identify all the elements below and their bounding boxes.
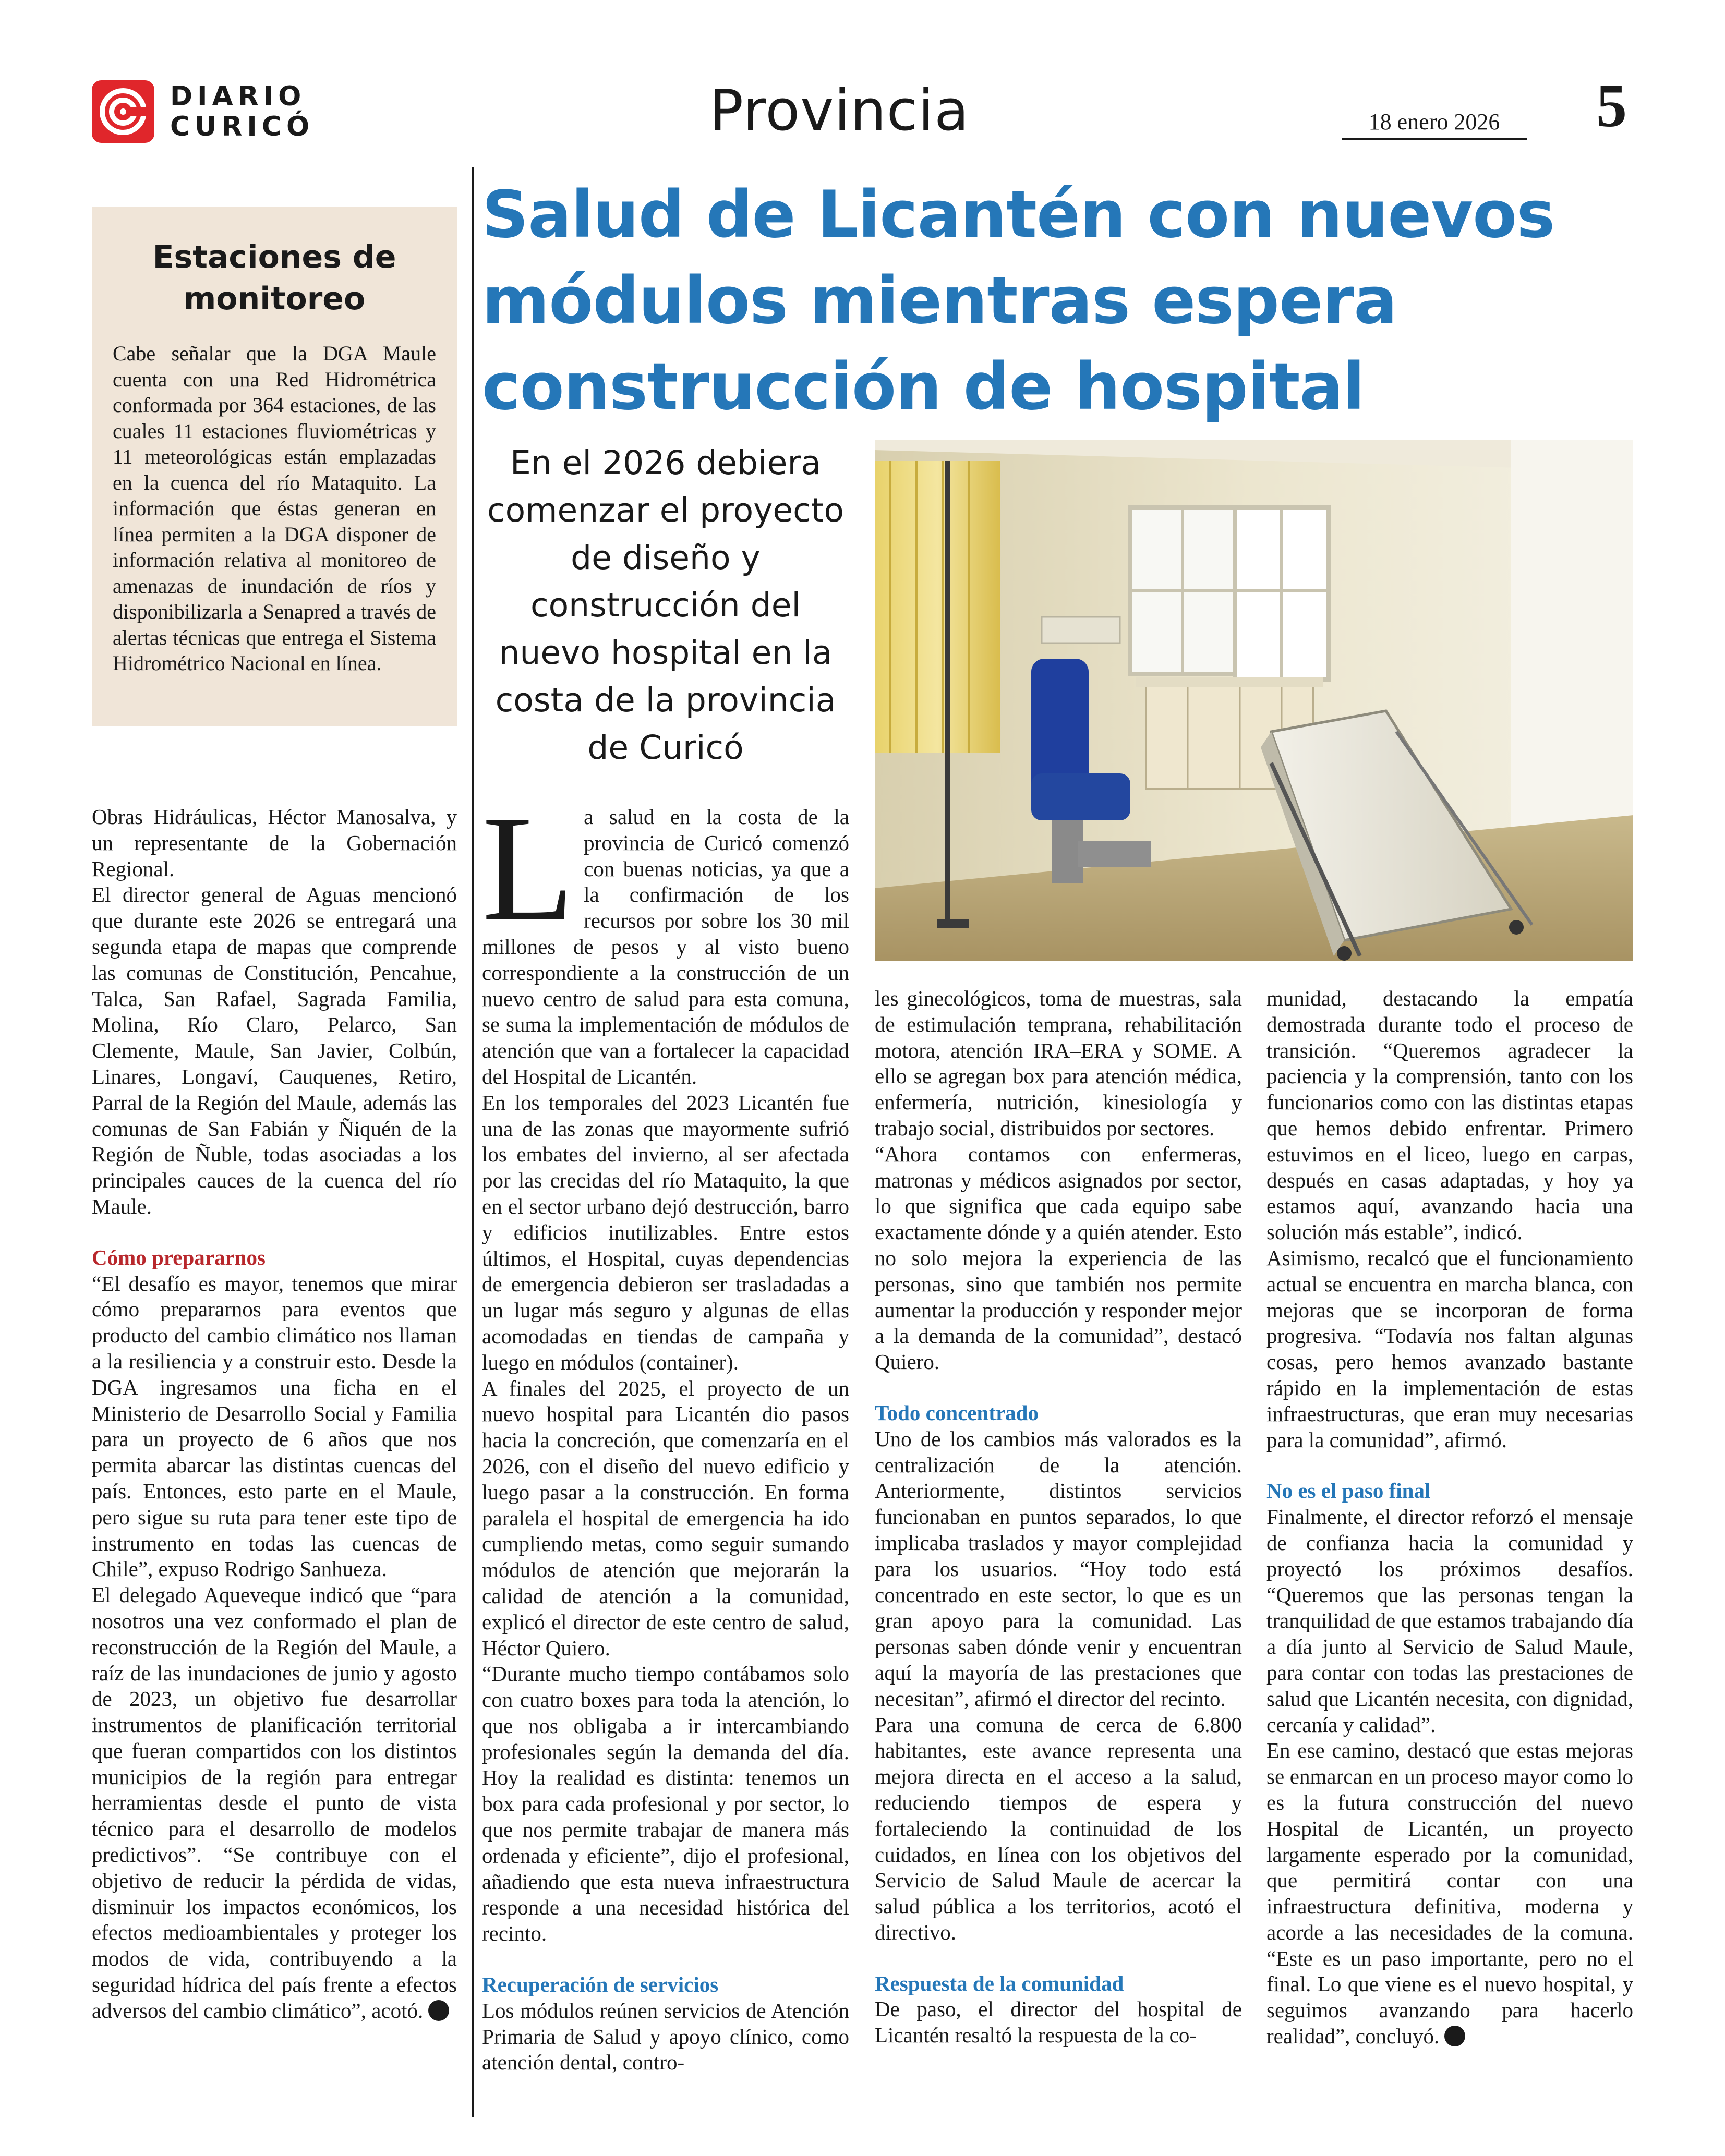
page-number: 5 [1596,71,1627,140]
paragraph: El director general de Aguas mencionó que durante este 2026 se entregará una segunda etapa de mapas que comprende las comunas de Constitución, Pencahue, Talca, San Rafael, Sagrada Familia, Molina, Río Claro, Pelarco, San Clemente, Maule, San Javier, Colbún, Linares, Longaví, Cauquenes, Retiro, Parral de la Región del Maule, además las comunas de San Fabián y Ñiquén de la Región de Ñuble, todas asociadas a los principales cauces de la cuenca del río Maule. [92,882,457,1218]
paragraph-with-end-mark [92,1582,457,2024]
subheading: Recuperación de servicios [482,1972,719,1997]
subheading: No es el paso final [1266,1479,1431,1503]
article-column-4 [1266,986,1633,2050]
article-headline: Salud de Licantén con nuevos módulos mientras espera construcción de hospital [482,177,1555,425]
paragraph-text: En ese camino, destacó que estas mejoras se enmarcan en un proceso mayor como lo es la futura construcción del nuevo Hospital de Licantén, un proyecto largamente esperado por la comunidad, que permitirá contar con una infraestructura definitiva, moderna y acorde a las necesidades de la comuna. “Este es un paso importante, pero no el final. Lo que viene es el nuevo hospital, y seguimos avanzando para hacerlo realidad”, concluyó. [1266,1738,1633,2049]
subheading: Respuesta de la comunidad [875,1971,1124,1995]
end-mark-icon [428,2000,449,2021]
column-divider [472,167,474,2117]
logo-wordmark [170,81,314,142]
sidebar-body: Cabe señalar que la DGA Maule cuenta con una Red Hidrométrica conformada por 364 estaciones, de las cuales 11 estaciones fluviométricas y 11 meteorológicas están emplazadas en la cuenca del río Mataquito. La información que éstas generan en línea permiten a la DGA disponer de información relativa al monitoreo de amenazas de inundación de ríos y disponibilizarla a Senapred a través de alertas técnicas que entrega el Sistema Hidrométrico Nacional en línea. [113,342,436,675]
article-column-3 [875,986,1242,2049]
paragraph: Finalmente, el director reforzó el mensaje de confianza hacia la comunidad y proyectó los próximos desafíos. “Queremos que las personas tengan la tranquilidad de que estamos trabajando día a día junto al Servicio de Salud Maule, para contar con todas las prestaciones de salud que Licantén necesita, con dignidad, cercanía y calidad”. [1266,1505,1633,1737]
paragraph-text: El delegado Aqueveque indicó que “para nosotros una vez conformado el plan de reconstrucción de la Región del Maule, a raíz de las inundaciones de junio y agosto de 2023, un objetivo fue desarrollar instrumentos de planificación territorial que fueran compartidos con los distintos municipios de la región para entregar herramientas desde el punto de vista técnico para el desarrollo de modelos predictivos”. “Se contribuye con el objetivo de reducir la pérdida de vidas, disminuir los impactos económicos, los efectos medioambientales y proteger los modos de vida, contribuyendo a la seguridad hídrica del país frente a efectos adversos del cambio climático”, acotó. [92,1583,457,2022]
end-mark-icon [1444,2026,1465,2046]
paragraph: munidad, destacando la empatía demostrada durante todo el proceso de transición. “Queremos agradecer la paciencia y la comprensión, tanto con los funcionarios como con las distintas etapas que hemos debido enfrentar. Primero estuvimos en el liceo, luego en carpas, después en casas adaptadas, y hoy ya estamos aquí, avanzando hacia una solución más estable”, indicó. [1266,986,1633,1244]
hospital-room-photo [875,440,1633,961]
lead-paragraph [482,784,849,1090]
article-column-2 [482,784,849,2076]
sidebar-title: Estaciones de monitoreo [152,239,396,317]
paragraph: De paso, el director del hospital de Licantén resaltó la respuesta de la co- [875,1997,1242,2048]
sidebar-box [92,207,457,726]
issue-date: 18 enero 2026 [1342,108,1527,140]
paragraph: Uno de los cambios más valorados es la centralización de la atención. Anteriormente, distintos servicios funcionaban en puntos separados, lo que implicaba traslados y mayor complejidad para los usuarios. “Hoy todo está concentrado en este sector, lo que es un gran apoyo para la comunidad. Las personas saben dónde venir y encuentran aquí la mayoría de las prestaciones que necesitan”, afirmó el director del recinto. [875,1426,1242,1711]
paragraph: “Durante mucho tiempo contábamos solo con cuatro boxes para toda la atención, lo que nos obligaba a ir intercambiando profesionales según la demanda del día. Hoy la realidad es distinta: tenemos un box para cada profesional y por sector, lo que nos permite trabajar de manera más ordenada y eficiente”, dijo el profesional, añadiendo que esta nueva infraestructura responde a una necesidad histórica del recinto. [482,1662,849,1946]
logo-line-1: DIARIO [170,81,306,112]
paragraph-with-end-mark [1266,1738,1633,2050]
article-photo [875,440,1633,961]
logo-line-2: CURICÓ [170,111,315,142]
subheading: Cómo prepararnos [92,1245,266,1269]
paragraph: “El desafío es mayor, tenemos que mirar cómo prepararnos para eventos que producto del cambio climático nos llaman a la resiliencia y a construir esto. Desde la DGA ingresamos una ficha en el Ministerio de Desarrollo Social y Familia para un proyecto de 6 años que nos permita abarcar las distintas cuencas del país. Entonces, esto parte en el Maule, pero sigue su ruta para tener este tipo de instrumento en todas las cuencas de Chile”, expuso Rodrigo Sanhueza. [92,1271,457,1581]
section-title: Provincia [709,78,970,143]
paragraph: En los temporales del 2023 Licantén fue una de las zonas que mayormente sufrió los embates del invierno, al ser afectada por las crecidas del río Mataquito, la que en el sector urbano dejó destrucción, barro y edificios inutilizables. Entre estos últimos, el Hospital, cuyas dependencias de emergencia debieron ser trasladadas a un lugar más seguro y algunas de ellas acomodadas en tiendas de campaña y luego en módulos (container). [482,1090,849,1374]
newspaper-logo [92,80,332,143]
paragraph: Para una comuna de cerca de 6.800 habitantes, este avance representa una mejora directa en el acceso a la salud, reduciendo tiempos de espera y fortaleciendo la continuidad de los cuidados, en línea con los objetivos del Servicio de Salud Maule de acercar la salud pública a los territorios, acotó el directivo. [875,1712,1242,1944]
paragraph: Asimismo, recalcó que el funcionamiento actual se encuentra en marcha blanca, con mejoras que se incorporan de forma progresiva. “Todavía nos faltan algunas cosas, pero hemos avanzado bastante rápido en la implementación de estas infraestructuras, que eran muy necesarias para la comunidad”, afirmó. [1266,1245,1633,1452]
paragraph: Obras Hidráulicas, Héctor Manosalva, y un representante de la Gobernación Regional. [92,805,457,881]
paragraph: Los módulos reúnen servicios de Atención Primaria de Salud y apoyo clínico, como atención dental, contro- [482,1998,849,2075]
subheading: Todo concentrado [875,1400,1039,1425]
drop-cap: L [482,784,575,952]
article-column-1 [92,804,457,2024]
diario-curico-logo-icon [92,80,154,143]
lead-text: a salud en la costa de la provincia de Curicó comenzó con buenas noticias, ya que a la confirmación de los recursos por sobre los 30 mil millones de pesos y al visto bueno correspondiente a la construcción de un nuevo centro de salud para esta comuna, se suma la implementación de módulos de atención que van a fortalecer la capacidad del Hospital de Licantén. [482,805,849,1088]
article-subhead: En el 2026 debiera comenzar el proyecto de diseño y construcción del nuevo hospital en la costa de la provincia de Curicó [487,444,845,767]
paragraph: “Ahora contamos con enfermeras, matronas y médicos asignados por sector, lo que significa que cada equipo sabe exactamente dónde y a quién atender. Esto no solo mejora la experiencia de las personas, sino que también nos permite aumentar la producción y responder mejor a la demanda de la comunidad”, destacó Quiero. [875,1142,1242,1374]
paragraph: les ginecológicos, toma de muestras, sala de estimulación temprana, rehabilitación motora, atención IRA–ERA y SOME. A ello se agregan box para atención médica, enfermería, nutrición, kinesiología y trabajo social, distribuidos por sectores. [875,986,1242,1140]
paragraph: A finales del 2025, el proyecto de un nuevo hospital para Licantén dio pasos hacia la concreción, que comenzaría en el 2026, con el diseño del nuevo edificio y luego pasar a la construcción. En forma paralela el hospital de emergencia ha ido cumpliendo metas, como seguir sumando módulos de atención que mejorarán la calidad de atención a la comunidad, explicó el director de este centro de salud, Héctor Quiero. [482,1376,849,1660]
